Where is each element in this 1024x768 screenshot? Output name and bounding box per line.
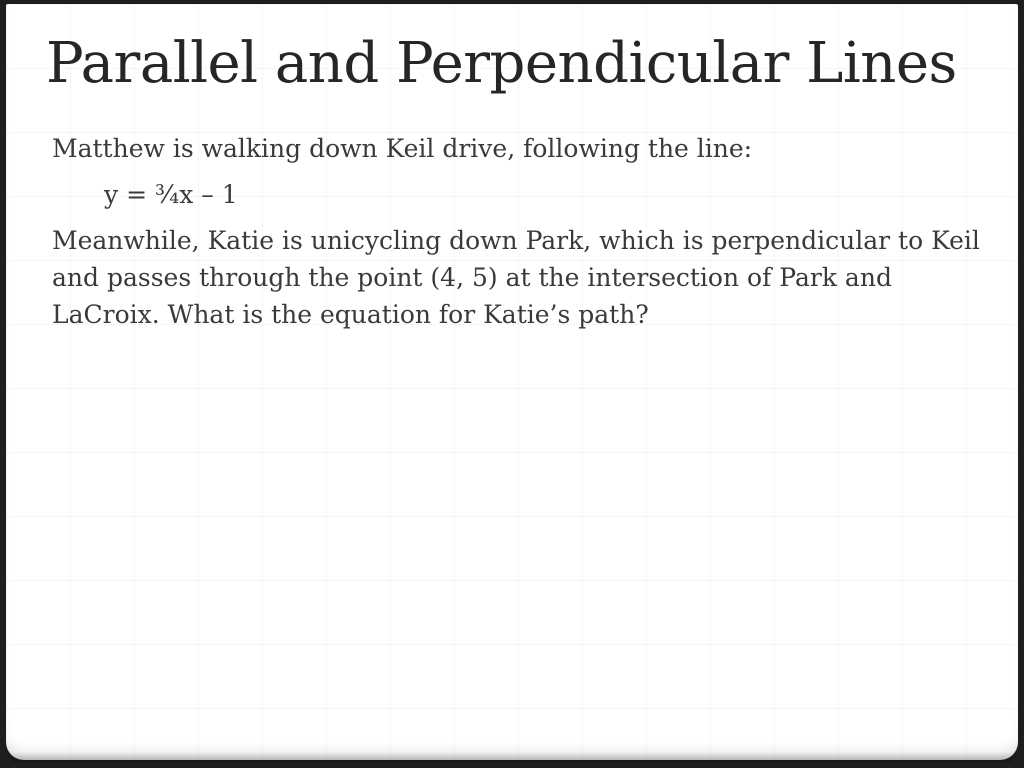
equation-line: y = ¾x – 1 [104,180,238,209]
slide-paper [6,4,1018,760]
slide-title: Parallel and Perpendicular Lines [46,31,957,96]
paragraph-matthew: Matthew is walking down Keil drive, following the line: [52,134,753,163]
paragraph-katie: Meanwhile, Katie is unicycling down Park, which is perpendicular to Keil and passes through the point (4, 5) at the intersection of Park and LaCroix. What is the equation for Katie’s path? [52,226,980,329]
slide-body [52,130,982,342]
